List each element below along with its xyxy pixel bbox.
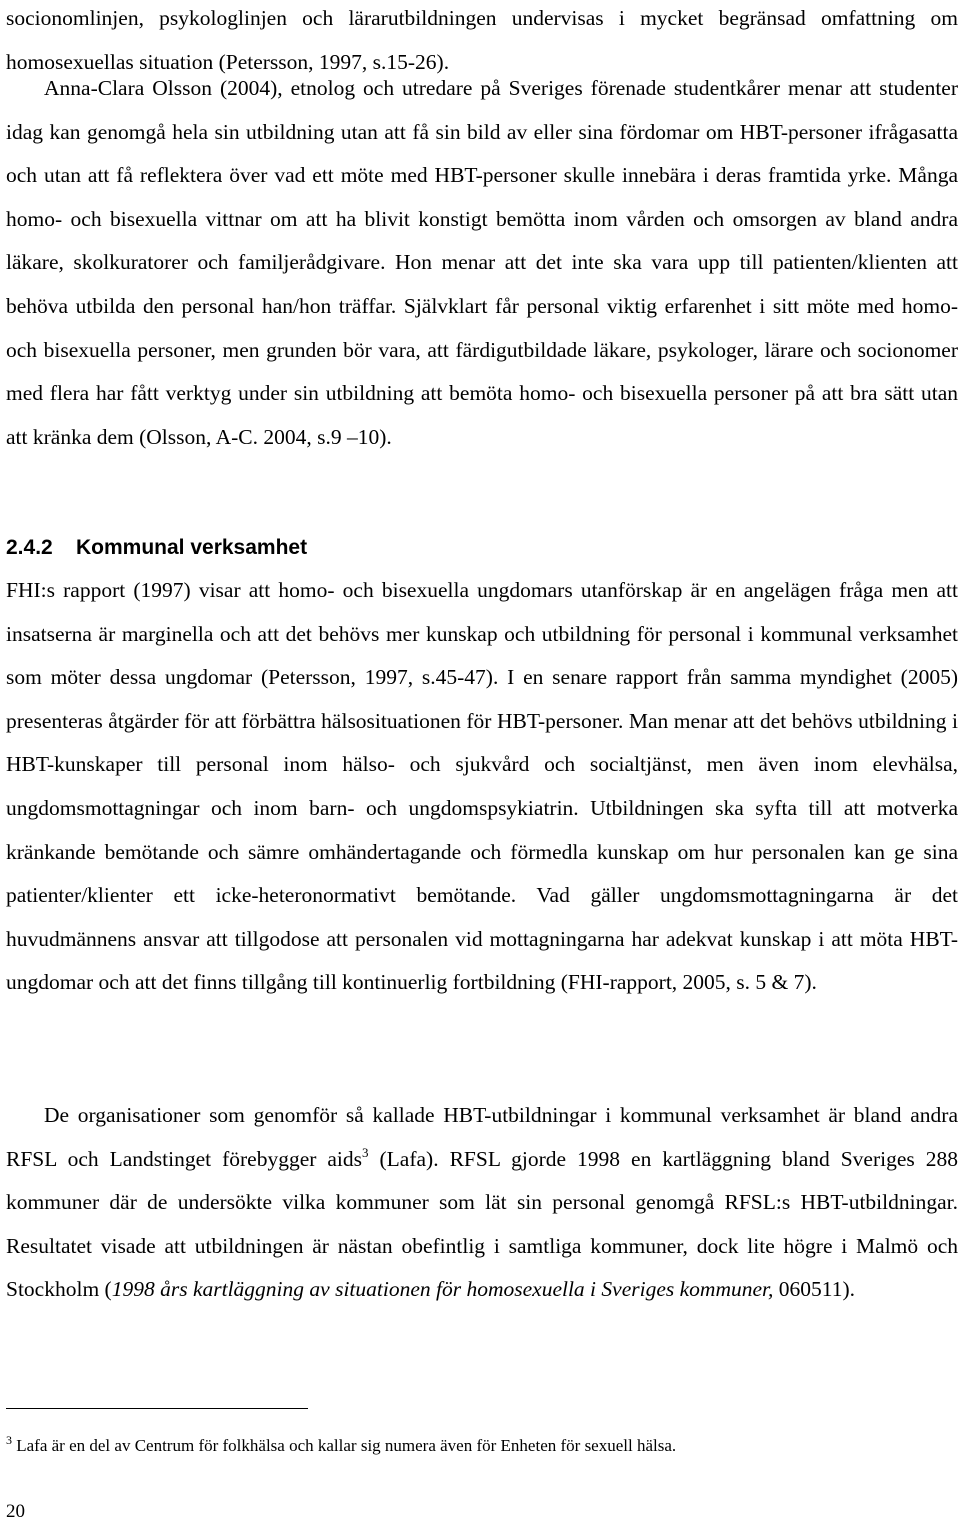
paragraph-fhi: FHI:s rapport (1997) visar att homo- och bisexuella ungdomars utanförskap är en angelägen fråga men att insatserna är marginella och att det behövs mer kunskap och utbildning för personal i kommunal verksamhet som möter dessa ungdomar (Petersson, 1997, s.45-47). I en senare rapport från samma myndighet (2005) presenteras åtgärder för att förbättra hälsosituationen för HBT-personer. Man menar att det behövs utbildning i HBT-kunskaper till personal inom hälso- och sjukvård och socialtjänst, men även inom elevhälsa, ungdomsmottagningar och inom barn- och ungdomspsykiatrin. Utbildningen ska syfta till att motverka kränkande bemötande och sämre omhändertagande och förmedla kunskap om hur personalen kan ge sina patienter/klienter ett icke-heteronormativt bemötande. Vad gäller ungdomsmottagningarna är det huvudmännens ansvar att tillgodose att personalen vid mottagningarna har adekvat kunskap i att möta HBT-ungdomar och att det finns tillgång till kontinuerlig fortbildning (FHI-rapport, 2005, s. 5 & 7).	[6, 578, 958, 995]
section-heading	[6, 533, 307, 563]
paragraph-olsson	[6, 67, 958, 459]
footnote-marker: 3	[6, 1433, 12, 1447]
footnote-separator	[6, 1408, 308, 1409]
paragraph-organisations-text-a: De organisationer som genomför så kallade HBT-utbildningar i kommunal verksamhet är bland andra RFSL och Landstinget förebygger aids	[6, 1103, 958, 1171]
report-title-italic: 1998 års kartläggning av situationen för homosexuella i Sveriges kommuner,	[111, 1277, 774, 1302]
paragraph-organisations	[6, 1094, 958, 1312]
paragraph-organisations-text-b: (Lafa). RFSL gjorde 1998 en kartläggning bland Sveriges 288 kommuner där de undersökte vilka kommuner som lät sin personal genomgå RFSL:s HBT-utbildningar. Resultatet visade att utbildningen är nästan obefintlig i samtliga kommuner, dock lite högre i Malmö och Stockholm (	[6, 1146, 958, 1302]
footnote-text: Lafa är en del av Centrum för folkhälsa och kallar sig numera även för Enheten för sexuell hälsa.	[12, 1436, 677, 1455]
paragraph-continuation: socionomlinjen, psykologlinjen och lärarutbildningen undervisas i mycket begränsad omfattning om homosexuellas situation (Petersson, 1997, s.15-26).	[6, 6, 958, 74]
page-number: 20	[6, 1501, 25, 1522]
paragraph-olsson-text: Anna-Clara Olsson (2004), etnolog och utredare på Sveriges förenade studentkårer menar att studenter idag kan genomgå hela sin utbildning utan att få sin bild av eller sina fördomar om HBT-personer ifrågasatta och utan att få reflektera över vad ett möte med HBT-personer skulle innebära i deras framtida yrke. Många homo- och bisexuella vittnar om att ha blivit konstigt bemötta inom vården och omsorgen av bland andra läkare, skolkuratorer och familjerådgivare. Hon menar att det inte ska vara upp till patienten/klienten att behöva utbilda den personal han/hon träffar. Självklart får personal viktig erfarenhet i sitt möte med homo- och bisexuella personer, men grunden bör vara, att färdigutbildade läkare, psykologer, lärare och socionomer med flera har fått verktyg under sin utbildning att bemöta homo- och bisexuella personer på att bra sätt utan att kränka dem (Olsson, A-C. 2004, s.9 –10).	[6, 76, 958, 449]
paragraph-organisations-text-c: 060511).	[773, 1277, 855, 1302]
footnote	[6, 1432, 956, 1460]
section-title: Kommunal verksamhet	[76, 536, 308, 559]
section-number: 2.4.2	[6, 536, 53, 559]
footnote-reference: 3	[362, 1144, 369, 1160]
